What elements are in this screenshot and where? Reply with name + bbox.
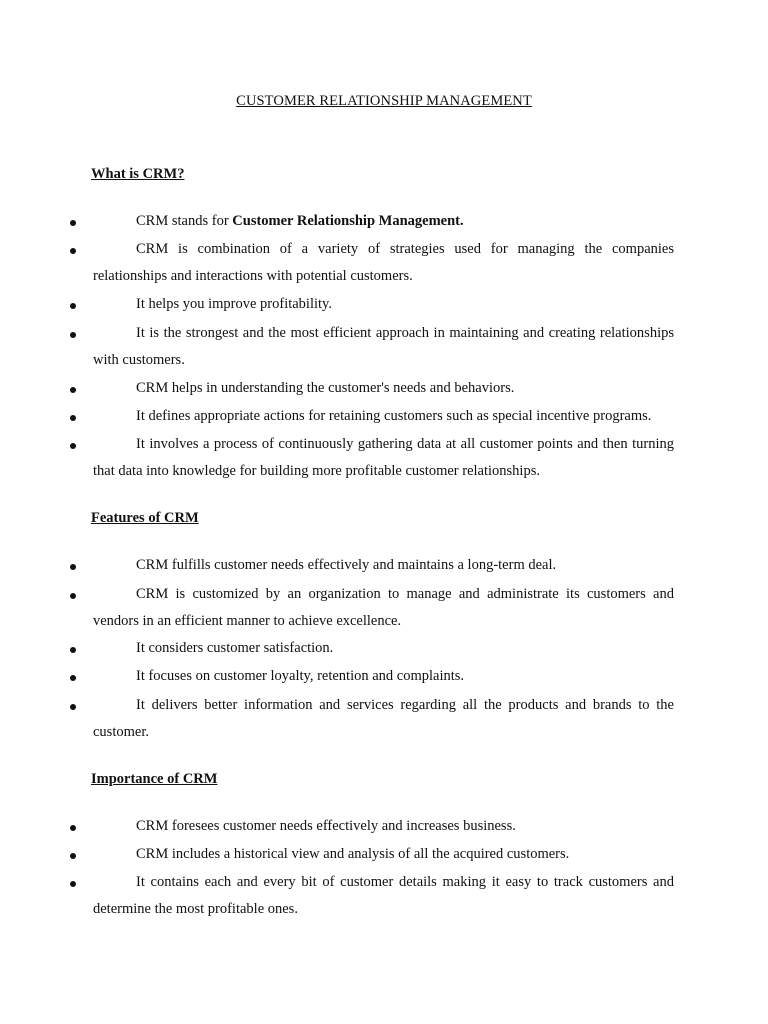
section-heading-features-of-crm: Features of CRM [91, 510, 199, 526]
list-item-text: CRM stands for [136, 213, 233, 229]
list-item-text: CRM includes a historical view and analysis of all the acquired customers. [136, 846, 570, 862]
bullet-icon [68, 644, 78, 654]
list-item [93, 375, 674, 402]
list-item [93, 692, 674, 746]
list-item [93, 841, 674, 868]
list-item [93, 403, 674, 430]
list-item-text: CRM is combination of a variety of strategies used for managing the companies relationships and interactions with potential customers. [93, 241, 674, 284]
list-item-text: CRM foresees customer needs effectively and increases business. [136, 818, 516, 834]
list-item-text: It involves a process of continuously gathering data at all customer points and then turning that data into knowledge for building more profitable customer relationships. [93, 436, 674, 479]
section-heading-what-is-crm: What is CRM? [91, 166, 185, 182]
list-item [93, 320, 674, 374]
list-item-text: It is the strongest and the most efficient approach in maintaining and creating relationships with customers. [93, 325, 674, 368]
bullet-icon [68, 440, 78, 450]
document-title: CUSTOMER RELATIONSHIP MANAGEMENT [236, 93, 532, 109]
list-item-text: It delivers better information and services regarding all the products and brands to the customer. [93, 697, 674, 740]
list-item [93, 552, 674, 579]
bullet-icon [68, 672, 78, 682]
list-item [93, 813, 674, 840]
bullet-icon [68, 701, 78, 711]
list-item [93, 208, 674, 235]
bullet-icon [68, 384, 78, 394]
bullet-icon [68, 850, 78, 860]
list-item-bold-text: Customer Relationship Management. [232, 213, 464, 229]
list-item [93, 236, 674, 290]
list-item [93, 431, 674, 485]
bullet-icon [68, 878, 78, 888]
bullet-icon [68, 300, 78, 310]
list-item-text: It focuses on customer loyalty, retention and complaints. [136, 668, 465, 684]
list-item-text: It defines appropriate actions for retaining customers such as special incentive programs. [136, 408, 652, 424]
bullet-icon [68, 245, 78, 255]
list-item [93, 663, 674, 690]
list-item [93, 635, 674, 662]
list-item-text: CRM fulfills customer needs effectively and maintains a long-term deal. [136, 557, 557, 573]
list-item-text: It helps you improve profitability. [136, 296, 332, 312]
list-item [93, 291, 674, 318]
bullet-icon [68, 217, 78, 227]
bullet-icon [68, 561, 78, 571]
section-heading-importance-of-crm: Importance of CRM [91, 771, 218, 787]
list-item-text: CRM is customized by an organization to manage and administrate its customers and vendors in an efficient manner to achieve excellence. [93, 586, 674, 629]
bullet-icon [68, 822, 78, 832]
list-item-text: CRM helps in understanding the customer's needs and behaviors. [136, 380, 515, 396]
list-item [93, 869, 674, 923]
bullet-icon [68, 412, 78, 422]
bullet-icon [68, 590, 78, 600]
list-item-text: It contains each and every bit of customer details making it easy to track customers and determine the most profitable ones. [93, 874, 674, 917]
list-item [93, 581, 674, 635]
list-item-text: It considers customer satisfaction. [136, 640, 334, 656]
bullet-icon [68, 329, 78, 339]
